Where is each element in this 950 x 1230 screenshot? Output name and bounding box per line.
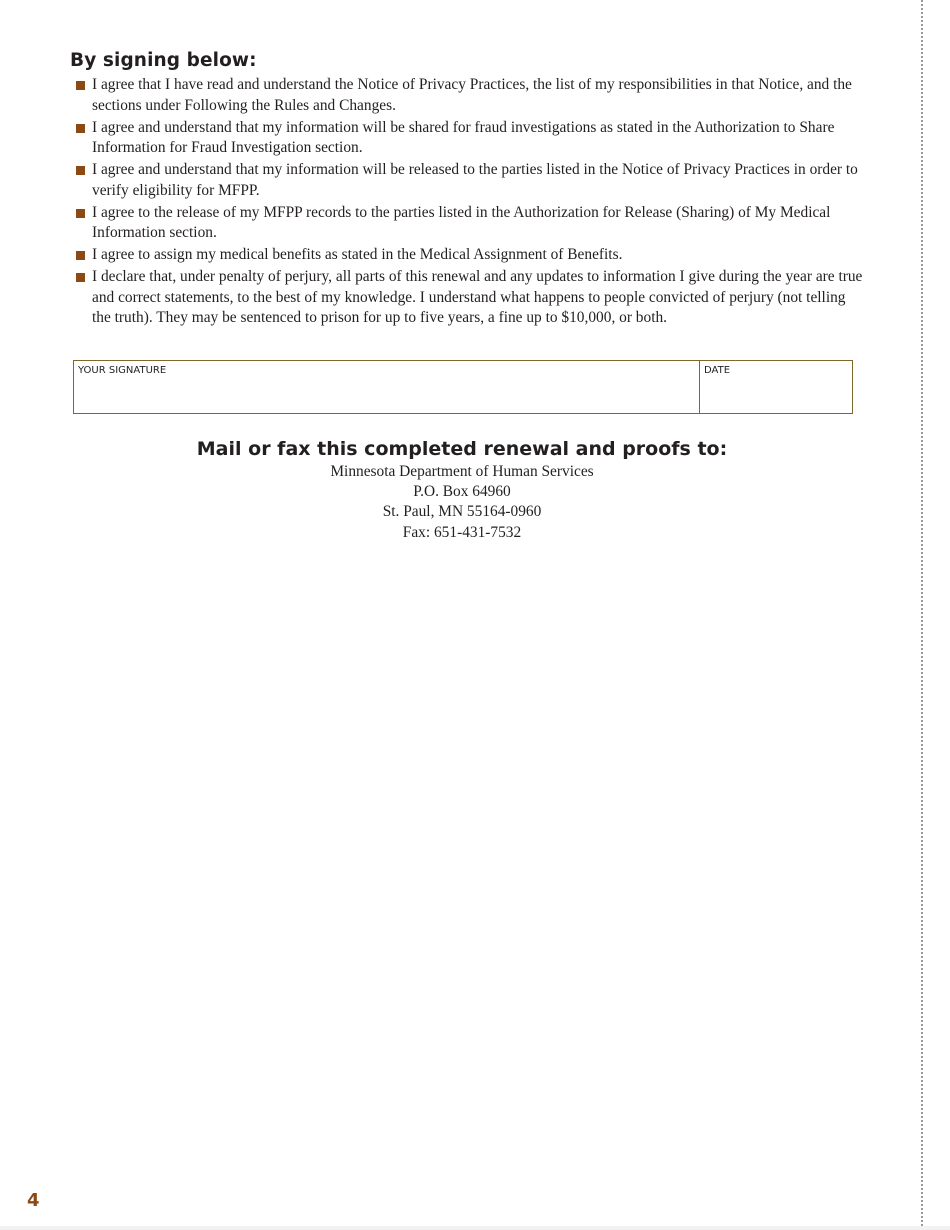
address-line: P.O. Box 64960	[413, 483, 511, 501]
agreement-text: I agree that I have read and understand the Notice of Privacy Practices, the list of my responsibilities in that Notice, and the sections under Following the Rules and Changes.	[92, 76, 852, 114]
agreement-text: I agree to the release of my MFPP records to the parties listed in the Authorization for Release (Sharing) of My Medical Information section.	[92, 203, 831, 241]
square-bullet-icon	[76, 166, 85, 175]
signing-heading: By signing below:	[70, 50, 257, 71]
page-bottom-edge	[0, 1226, 950, 1230]
address-line: St. Paul, MN 55164-0960	[382, 503, 542, 521]
date-field[interactable]	[700, 361, 852, 413]
agreement-text: I agree to assign my medical benefits as stated in the Medical Assignment of Benefits.	[92, 246, 623, 263]
square-bullet-icon	[76, 81, 85, 90]
square-bullet-icon	[76, 273, 85, 282]
mailing-heading: Mail or fax this completed renewal and proofs to:	[196, 438, 728, 460]
agreement-text: I declare that, under penalty of perjury, all parts of this renewal and any updates to information I give during the year are true and correct statements, to the best of my knowledge. I understand what happens to people convicted of perjury (not telling the truth). They may be sentenced to prison for up to five years, a fine up to $10,000, or both.	[92, 268, 863, 326]
perforation-line	[921, 0, 923, 1230]
signature-box	[73, 360, 853, 414]
agreement-item	[74, 118, 864, 159]
signature-label: YOUR SIGNATURE	[78, 365, 167, 376]
agreement-item	[74, 75, 864, 116]
page-number: 4	[27, 1190, 40, 1211]
address-line: Minnesota Department of Human Services	[330, 463, 594, 480]
agreement-item	[74, 267, 864, 329]
agreement-text: I agree and understand that my information will be shared for fraud investigations as stated in the Authorization to Share Information for Fraud Investigation section.	[92, 118, 835, 156]
fax-line: Fax: 651-431-7532	[402, 523, 522, 541]
date-label: DATE	[704, 365, 731, 376]
agreement-item	[74, 203, 864, 244]
agreement-item	[74, 245, 864, 266]
agreement-item	[74, 160, 864, 201]
square-bullet-icon	[76, 251, 85, 260]
square-bullet-icon	[76, 124, 85, 133]
agreement-list	[74, 75, 864, 330]
square-bullet-icon	[76, 209, 85, 218]
mailing-block	[0, 438, 924, 543]
agreement-text: I agree and understand that my information will be released to the parties listed in the Notice of Privacy Practices in order to verify eligibility for MFPP.	[92, 161, 858, 199]
signature-field[interactable]	[74, 361, 700, 413]
